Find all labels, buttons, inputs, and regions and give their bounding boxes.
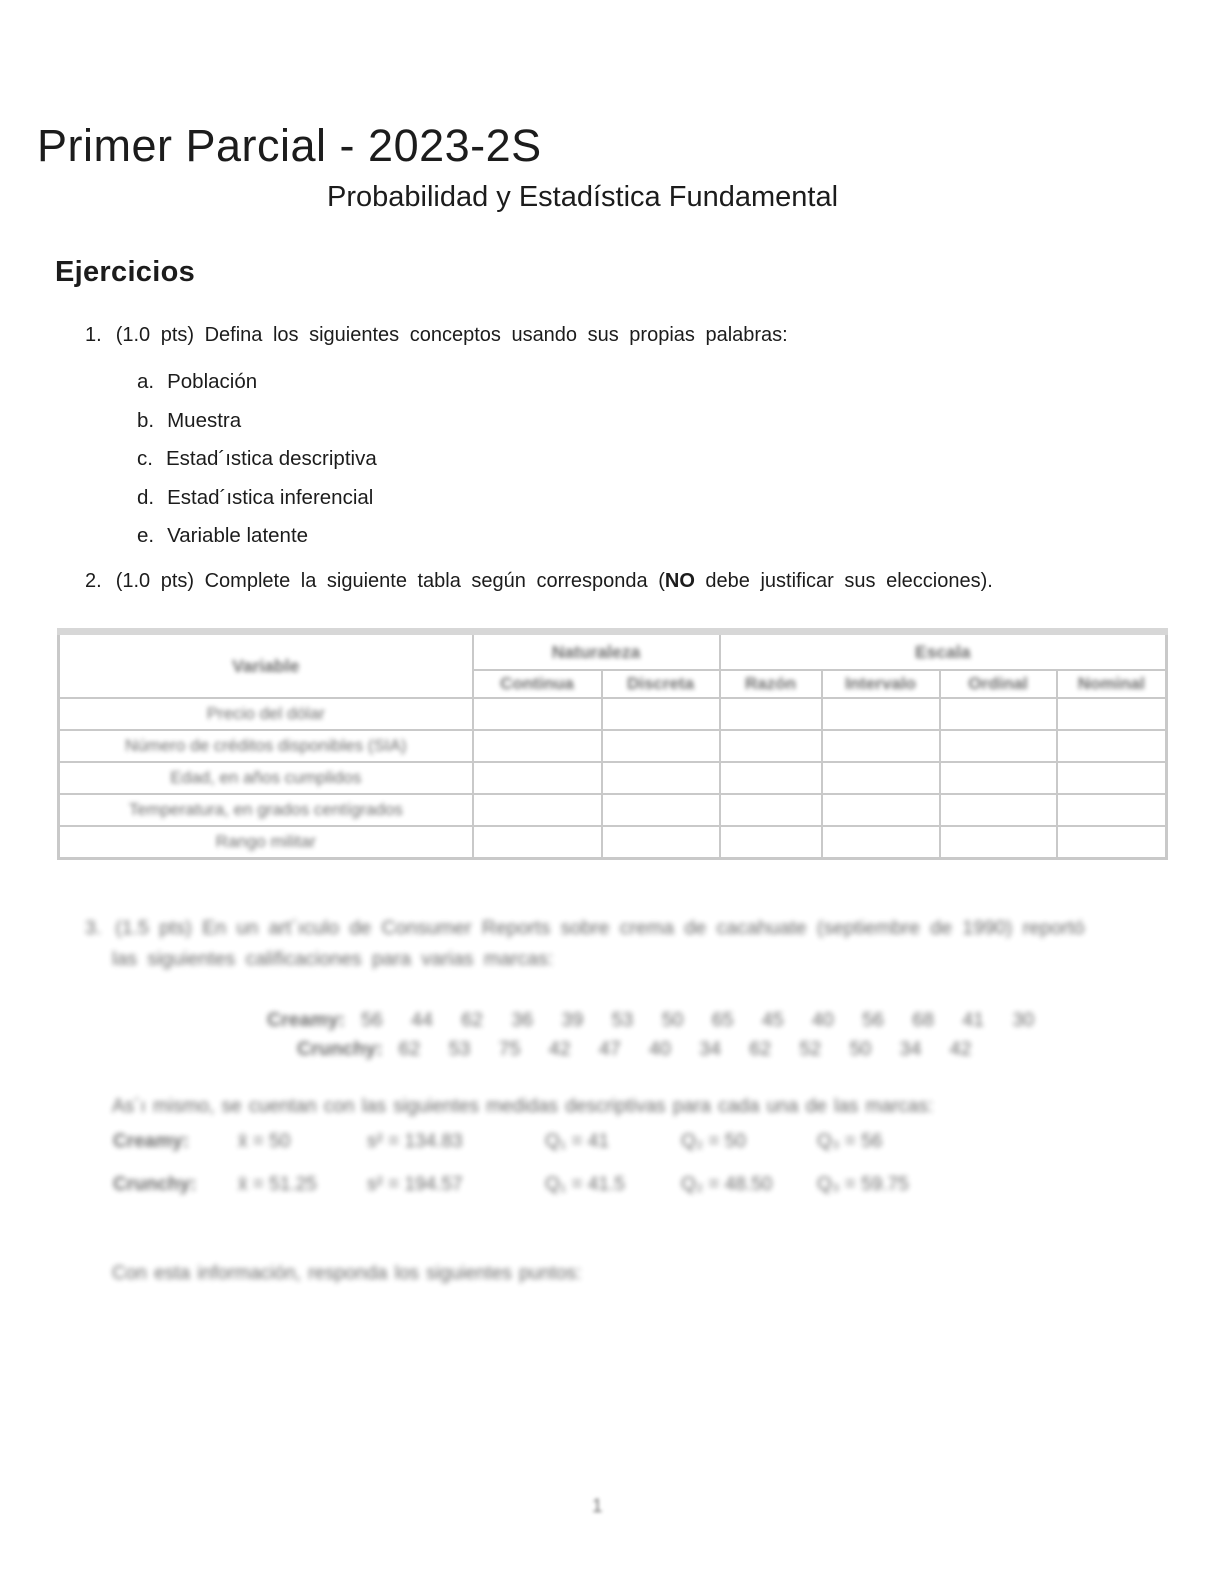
exercise-2-text-bold: NO [664,570,695,592]
table-subheader-nominal: Nominal [1057,670,1167,698]
exercise-3-prompt-line2: las siguientes calificaciones para varias marcas: [112,948,554,970]
list-item-text: Estad´ıstica inferencial [167,486,374,509]
table-empty-cell [822,762,940,794]
table-row [59,698,1167,730]
stats-q2: Q₂ = 50 [681,1131,746,1152]
list-item [137,524,308,548]
table-empty-cell [720,826,822,859]
variable-classification-table [57,628,1168,860]
table-empty-cell [1057,730,1167,762]
page-number: 1 [592,1496,603,1517]
table-empty-cell [1057,794,1167,826]
exercise-2-prompt [85,570,993,593]
list-item [137,447,377,471]
table-row [59,762,1167,794]
table-empty-cell [822,826,940,859]
list-item-text: Población [167,370,258,393]
exercise-2-text-after: debe justificar sus elecciones). [694,570,993,592]
list-item-label: e. [137,524,155,547]
table-subheader-intervalo: Intervalo [822,670,940,698]
stats-q2: Q₂ = 48.50 [681,1174,773,1195]
stats-mean: x̄ = 50 [238,1131,291,1152]
list-item-text: Estad´ıstica descriptiva [165,447,377,470]
stats-variance: s² = 194.57 [367,1174,463,1195]
table-row-label: Precio del dólar [59,698,473,730]
table-header-escala: Escala [720,632,1167,671]
table-empty-cell [720,730,822,762]
list-item-text: Variable latente [167,524,309,547]
table-row-label: Edad, en años cumplidos [59,762,473,794]
list-item-text: Muestra [167,409,242,432]
table-empty-cell [720,698,822,730]
table-empty-cell [473,794,602,826]
table-empty-cell [602,826,720,859]
stats-q3: Q₃ = 59.75 [817,1174,909,1195]
table-empty-cell [1057,826,1167,859]
table-subheader-razon: Razón [720,670,822,698]
table-subheader-ordinal: Ordinal [940,670,1057,698]
table-row [59,826,1167,859]
table-empty-cell [940,826,1057,859]
list-item-label: b. [137,409,155,432]
table-header-naturaleza: Naturaleza [473,632,720,671]
list-item [137,370,257,394]
table-empty-cell [602,794,720,826]
table-empty-cell [940,794,1057,826]
stats-q3: Q₃ = 56 [817,1131,883,1152]
table-empty-cell [720,762,822,794]
table-row [59,730,1167,762]
creamy-values: 56 44 62 36 39 53 50 65 45 40 56 68 41 30 [361,1009,1035,1031]
creamy-label: Creamy: [267,1009,346,1031]
table-empty-cell [940,730,1057,762]
exercise-1-prompt [85,324,788,347]
creamy-data-line [267,1009,1034,1032]
list-item-label: a. [137,370,155,393]
table-empty-cell [1057,762,1167,794]
list-item [137,486,373,510]
table-empty-cell [473,762,602,794]
measures-intro: As´ı mismo, se cuentan con las siguientes medidas descriptivas para cada una de las marcas: [112,1096,934,1117]
table-empty-cell [473,730,602,762]
crunchy-values: 62 53 75 42 47 40 34 62 52 50 34 42 [398,1038,972,1060]
table-empty-cell [473,826,602,859]
exercise-3-text-line1: (1.5 pts) En un art´ıculo de Consumer Reports sobre crema de cacahuate (septiembre de 1990) reportó [115,917,1085,939]
table-empty-cell [940,698,1057,730]
creamy-stats-row [0,1131,1224,1159]
section-heading: Ejercicios [55,256,196,288]
page-title: Primer Parcial - 2023-2S [37,120,542,171]
table-row [59,794,1167,826]
crunchy-label: Crunchy: [297,1038,383,1060]
table-row-label: Temperatura, en grados centígrados [59,794,473,826]
crunchy-data-line [297,1038,971,1061]
crunchy-stats-row [0,1174,1224,1202]
stats-label: Crunchy: [113,1174,197,1195]
list-item-label: d. [137,486,155,509]
table-empty-cell [940,762,1057,794]
exercise-2-text-before: (1.0 pts) Complete la siguiente tabla según corresponda ( [115,570,665,592]
exercise-3-number: 3. [85,917,102,939]
table-empty-cell [602,698,720,730]
exercise-3-closing: Con esta información, responda los siguientes puntos: [112,1263,582,1284]
table-row-label: Rango militar [59,826,473,859]
table-header-variable: Variable [59,632,473,699]
table-subheader-discreta: Discreta [602,670,720,698]
stats-q1: Q₁ = 41 [545,1131,609,1152]
exercise-2-number: 2. [85,570,102,592]
stats-variance: s² = 134.83 [367,1131,463,1152]
list-item [137,409,241,433]
exercise-1-text: (1.0 pts) Defina los siguientes conceptos usando sus propias palabras: [115,324,788,346]
table-row-label: Número de créditos disponibles (SIA) [59,730,473,762]
stats-label: Creamy: [113,1131,190,1152]
exercise-1-number: 1. [85,324,102,346]
stats-mean: x̄ = 51.25 [238,1174,317,1195]
table-empty-cell [602,730,720,762]
exercise-3-prompt-line1 [85,917,1084,940]
table-subheader-continua: Continua [473,670,602,698]
table-empty-cell [822,698,940,730]
table-empty-cell [473,698,602,730]
stats-q1: Q₁ = 41.5 [545,1174,625,1195]
list-item-label: c. [137,447,153,470]
table-empty-cell [720,794,822,826]
table-empty-cell [602,762,720,794]
page-subtitle: Probabilidad y Estadística Fundamental [327,181,839,213]
table-empty-cell [1057,698,1167,730]
table-empty-cell [822,794,940,826]
table-empty-cell [822,730,940,762]
